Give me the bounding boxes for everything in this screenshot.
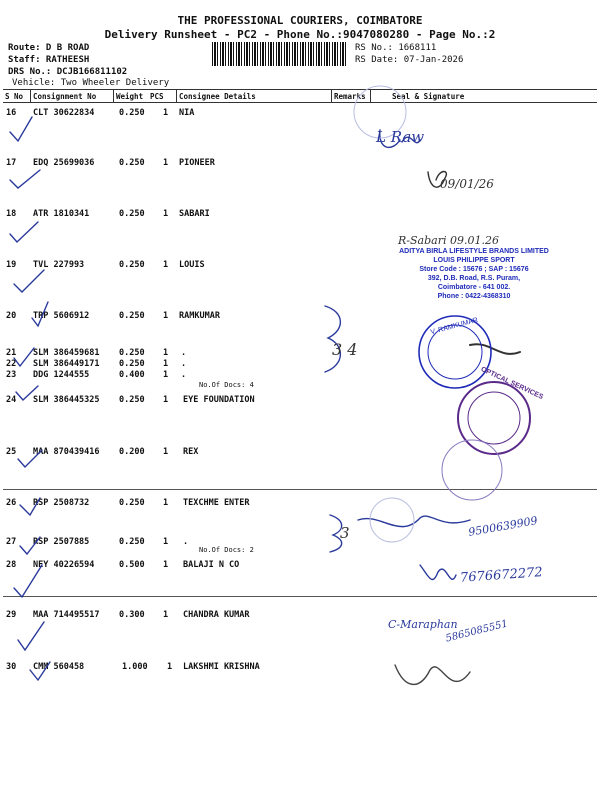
check-mark-icon xyxy=(14,565,42,597)
row-pcs: 1 xyxy=(163,395,169,405)
row-sno: 27 xyxy=(6,537,17,547)
row-pcs: 1 xyxy=(163,209,169,219)
col-header-seal: Seal & Signature xyxy=(392,92,465,101)
route-label: Route: D B ROAD xyxy=(8,43,90,53)
check-mark-icon xyxy=(16,386,38,400)
row-sno: 20 xyxy=(6,311,17,321)
row-consignment: CLT 30622834 xyxy=(33,108,95,118)
row-consignment: MAA 870439416 xyxy=(33,447,100,457)
handwritten-phone: 9500639909 xyxy=(467,514,539,539)
row-sno: 17 xyxy=(6,158,17,168)
row-consignment: SLM 386459681 xyxy=(33,348,100,358)
row-sno: 24 xyxy=(6,395,17,405)
check-mark-icon xyxy=(18,450,42,467)
rs-date: RS Date: 07-Jan-2026 xyxy=(355,55,464,65)
handwritten-signature: L Raw xyxy=(376,128,425,146)
check-mark-icon xyxy=(14,270,44,292)
row-weight: 0.300 xyxy=(119,610,145,620)
row-sno: 21 xyxy=(6,348,17,358)
company-title: THE PROFESSIONAL COURIERS, COIMBATORE xyxy=(177,14,423,27)
row-weight: 1.000 xyxy=(122,662,148,672)
row-consignee: . xyxy=(181,348,187,358)
row-weight: 0.500 xyxy=(119,560,145,570)
col-header-pcs: PCS xyxy=(150,92,164,101)
handwritten-signature: C-Maraphan xyxy=(388,618,458,631)
row-weight: 0.250 xyxy=(119,108,145,118)
check-mark-icon xyxy=(20,498,40,515)
row-weight: 0.250 xyxy=(119,348,145,358)
handwritten-mark: 3 xyxy=(340,524,350,542)
row-consignment: TVL 227993 xyxy=(33,260,85,270)
row-weight: 0.250 xyxy=(119,260,145,270)
row-weight: 0.250 xyxy=(119,158,145,168)
row-consignee: . xyxy=(183,537,189,547)
row-weight: 0.250 xyxy=(119,537,145,547)
handwritten-phone: 5865085551 xyxy=(444,618,510,645)
check-mark-icon xyxy=(10,222,38,242)
staff-label: Staff: RATHEESH xyxy=(8,55,90,65)
check-mark-icon xyxy=(30,662,50,680)
col-header-weight: Weight xyxy=(116,92,144,101)
row-consignment: SLM 386449171 xyxy=(33,359,100,369)
docs-count-note: No.Of Docs: 2 xyxy=(199,546,254,554)
row-pcs: 1 xyxy=(163,610,169,620)
check-mark-icon xyxy=(20,537,40,554)
row-pcs: 1 xyxy=(163,537,169,547)
bracket-mark-icon xyxy=(325,306,340,372)
row-pcs: 1 xyxy=(163,447,169,457)
faded-stamp-ring xyxy=(442,440,502,500)
optical-stamp-text: OPTICAL SERVICES xyxy=(479,365,545,402)
optical-stamp-ring xyxy=(458,382,530,454)
runsheet-subtitle: Delivery Runsheet - PC2 - Phone No.:9047080280 - Page No.:2 xyxy=(104,28,496,41)
store-stamp-line: Phone : 0422-4368310 xyxy=(437,293,511,300)
row-sno: 16 xyxy=(6,108,17,118)
row-pcs: 1 xyxy=(163,498,169,508)
row-pcs: 1 xyxy=(167,662,173,672)
handwritten-phone: 7676672272 xyxy=(459,565,544,586)
row-consignee: LAKSHMI KRISHNA xyxy=(183,662,260,672)
row-consignee: TEXCHME ENTER xyxy=(183,498,250,508)
col-header-consignee: Consignee Details xyxy=(179,92,256,101)
handwritten-signature: R-Sabari 09.01.26 xyxy=(398,234,499,247)
row-consignee: . xyxy=(181,359,187,369)
row-weight: 0.250 xyxy=(119,395,145,405)
row-consignee: NIA xyxy=(179,108,195,118)
row-consignment: RSP 2508732 xyxy=(33,498,90,508)
check-mark-icon xyxy=(18,622,44,650)
row-consignee: LOUIS xyxy=(179,260,205,270)
store-stamp-line: ADITYA BIRLA LIFESTYLE BRANDS LIMITED xyxy=(399,248,549,255)
row-consignment: TRP 5606912 xyxy=(33,311,90,321)
signature-scribble-icon xyxy=(470,344,520,354)
signature-scribble-icon xyxy=(395,665,470,684)
row-consignee: SABARI xyxy=(179,209,210,219)
row-consignment: MAA 714495517 xyxy=(33,610,100,620)
row-sno: 18 xyxy=(6,209,17,219)
row-pcs: 1 xyxy=(163,370,169,380)
row-consignment: CMM 560458 xyxy=(33,662,85,672)
vehicle-label: Vehicle: Two Wheeler Delivery xyxy=(12,78,170,88)
drs-number: DRS No.: DCJB166811102 xyxy=(8,67,128,77)
row-weight: 0.250 xyxy=(119,311,145,321)
check-mark-icon xyxy=(10,117,32,141)
store-stamp-line: Store Code : 15676 ; SAP : 15676 xyxy=(419,266,529,273)
col-header-consignment: Consignment No xyxy=(33,92,97,101)
check-mark-icon xyxy=(32,302,48,326)
row-sno: 22 xyxy=(6,359,17,369)
row-pcs: 1 xyxy=(163,560,169,570)
docs-count-note: No.Of Docs: 4 xyxy=(199,381,254,389)
row-consignee: CHANDRA KUMAR xyxy=(183,610,250,620)
row-consignee: RAMKUMAR xyxy=(179,311,220,321)
col-header-sno: S No xyxy=(5,92,24,101)
col-header-remarks: Remarks xyxy=(334,92,366,101)
row-pcs: 1 xyxy=(163,311,169,321)
check-mark-icon xyxy=(14,348,34,366)
row-weight: 0.250 xyxy=(119,498,145,508)
row-sno: 30 xyxy=(6,662,17,672)
row-consignment: ATR 1810341 xyxy=(33,209,90,219)
row-weight: 0.200 xyxy=(119,447,145,457)
row-consignee: BALAJI N CO xyxy=(183,560,240,570)
row-sno: 23 xyxy=(6,370,17,380)
row-pcs: 1 xyxy=(163,359,169,369)
row-pcs: 1 xyxy=(163,348,169,358)
row-consignment: EDQ 25699036 xyxy=(33,158,95,168)
row-weight: 0.400 xyxy=(119,370,145,380)
row-consignment: SLM 386445325 xyxy=(33,395,100,405)
row-weight: 0.250 xyxy=(119,359,145,369)
row-consignment: NEY 40226594 xyxy=(33,560,95,570)
row-pcs: 1 xyxy=(163,260,169,270)
row-consignee: EYE FOUNDATION xyxy=(183,395,255,405)
row-weight: 0.250 xyxy=(119,209,145,219)
row-consignment: DDG 1244555 xyxy=(33,370,90,380)
check-mark-icon xyxy=(10,170,40,188)
row-sno: 19 xyxy=(6,260,17,270)
row-sno: 26 xyxy=(6,498,17,508)
handwritten-date: 09/01/26 xyxy=(440,177,494,191)
handwritten-mark: 3 4 xyxy=(332,340,358,359)
rs-number: RS No.: 1668111 xyxy=(355,43,437,53)
store-stamp-line: 392, D.B. Road, R.S. Puram, xyxy=(427,275,521,282)
row-sno: 25 xyxy=(6,447,17,457)
store-stamp-line: Coimbatore - 641 002. xyxy=(437,284,511,291)
signature-scribble-icon xyxy=(420,565,456,580)
row-pcs: 1 xyxy=(163,158,169,168)
row-consignee: PIONEER xyxy=(179,158,215,168)
store-stamp-line: LOUIS PHILIPPE SPORT xyxy=(433,257,515,264)
optical-stamp-inner-ring xyxy=(468,392,520,444)
row-consignee: . xyxy=(181,370,187,380)
ramkumar-stamp-text: V. RAMKUMAR xyxy=(429,316,479,337)
row-consignee: REX xyxy=(183,447,199,457)
row-pcs: 1 xyxy=(163,108,169,118)
row-sno: 28 xyxy=(6,560,17,570)
row-sno: 29 xyxy=(6,610,17,620)
row-consignment: RSP 2507885 xyxy=(33,537,90,547)
store-stamp xyxy=(374,247,574,301)
